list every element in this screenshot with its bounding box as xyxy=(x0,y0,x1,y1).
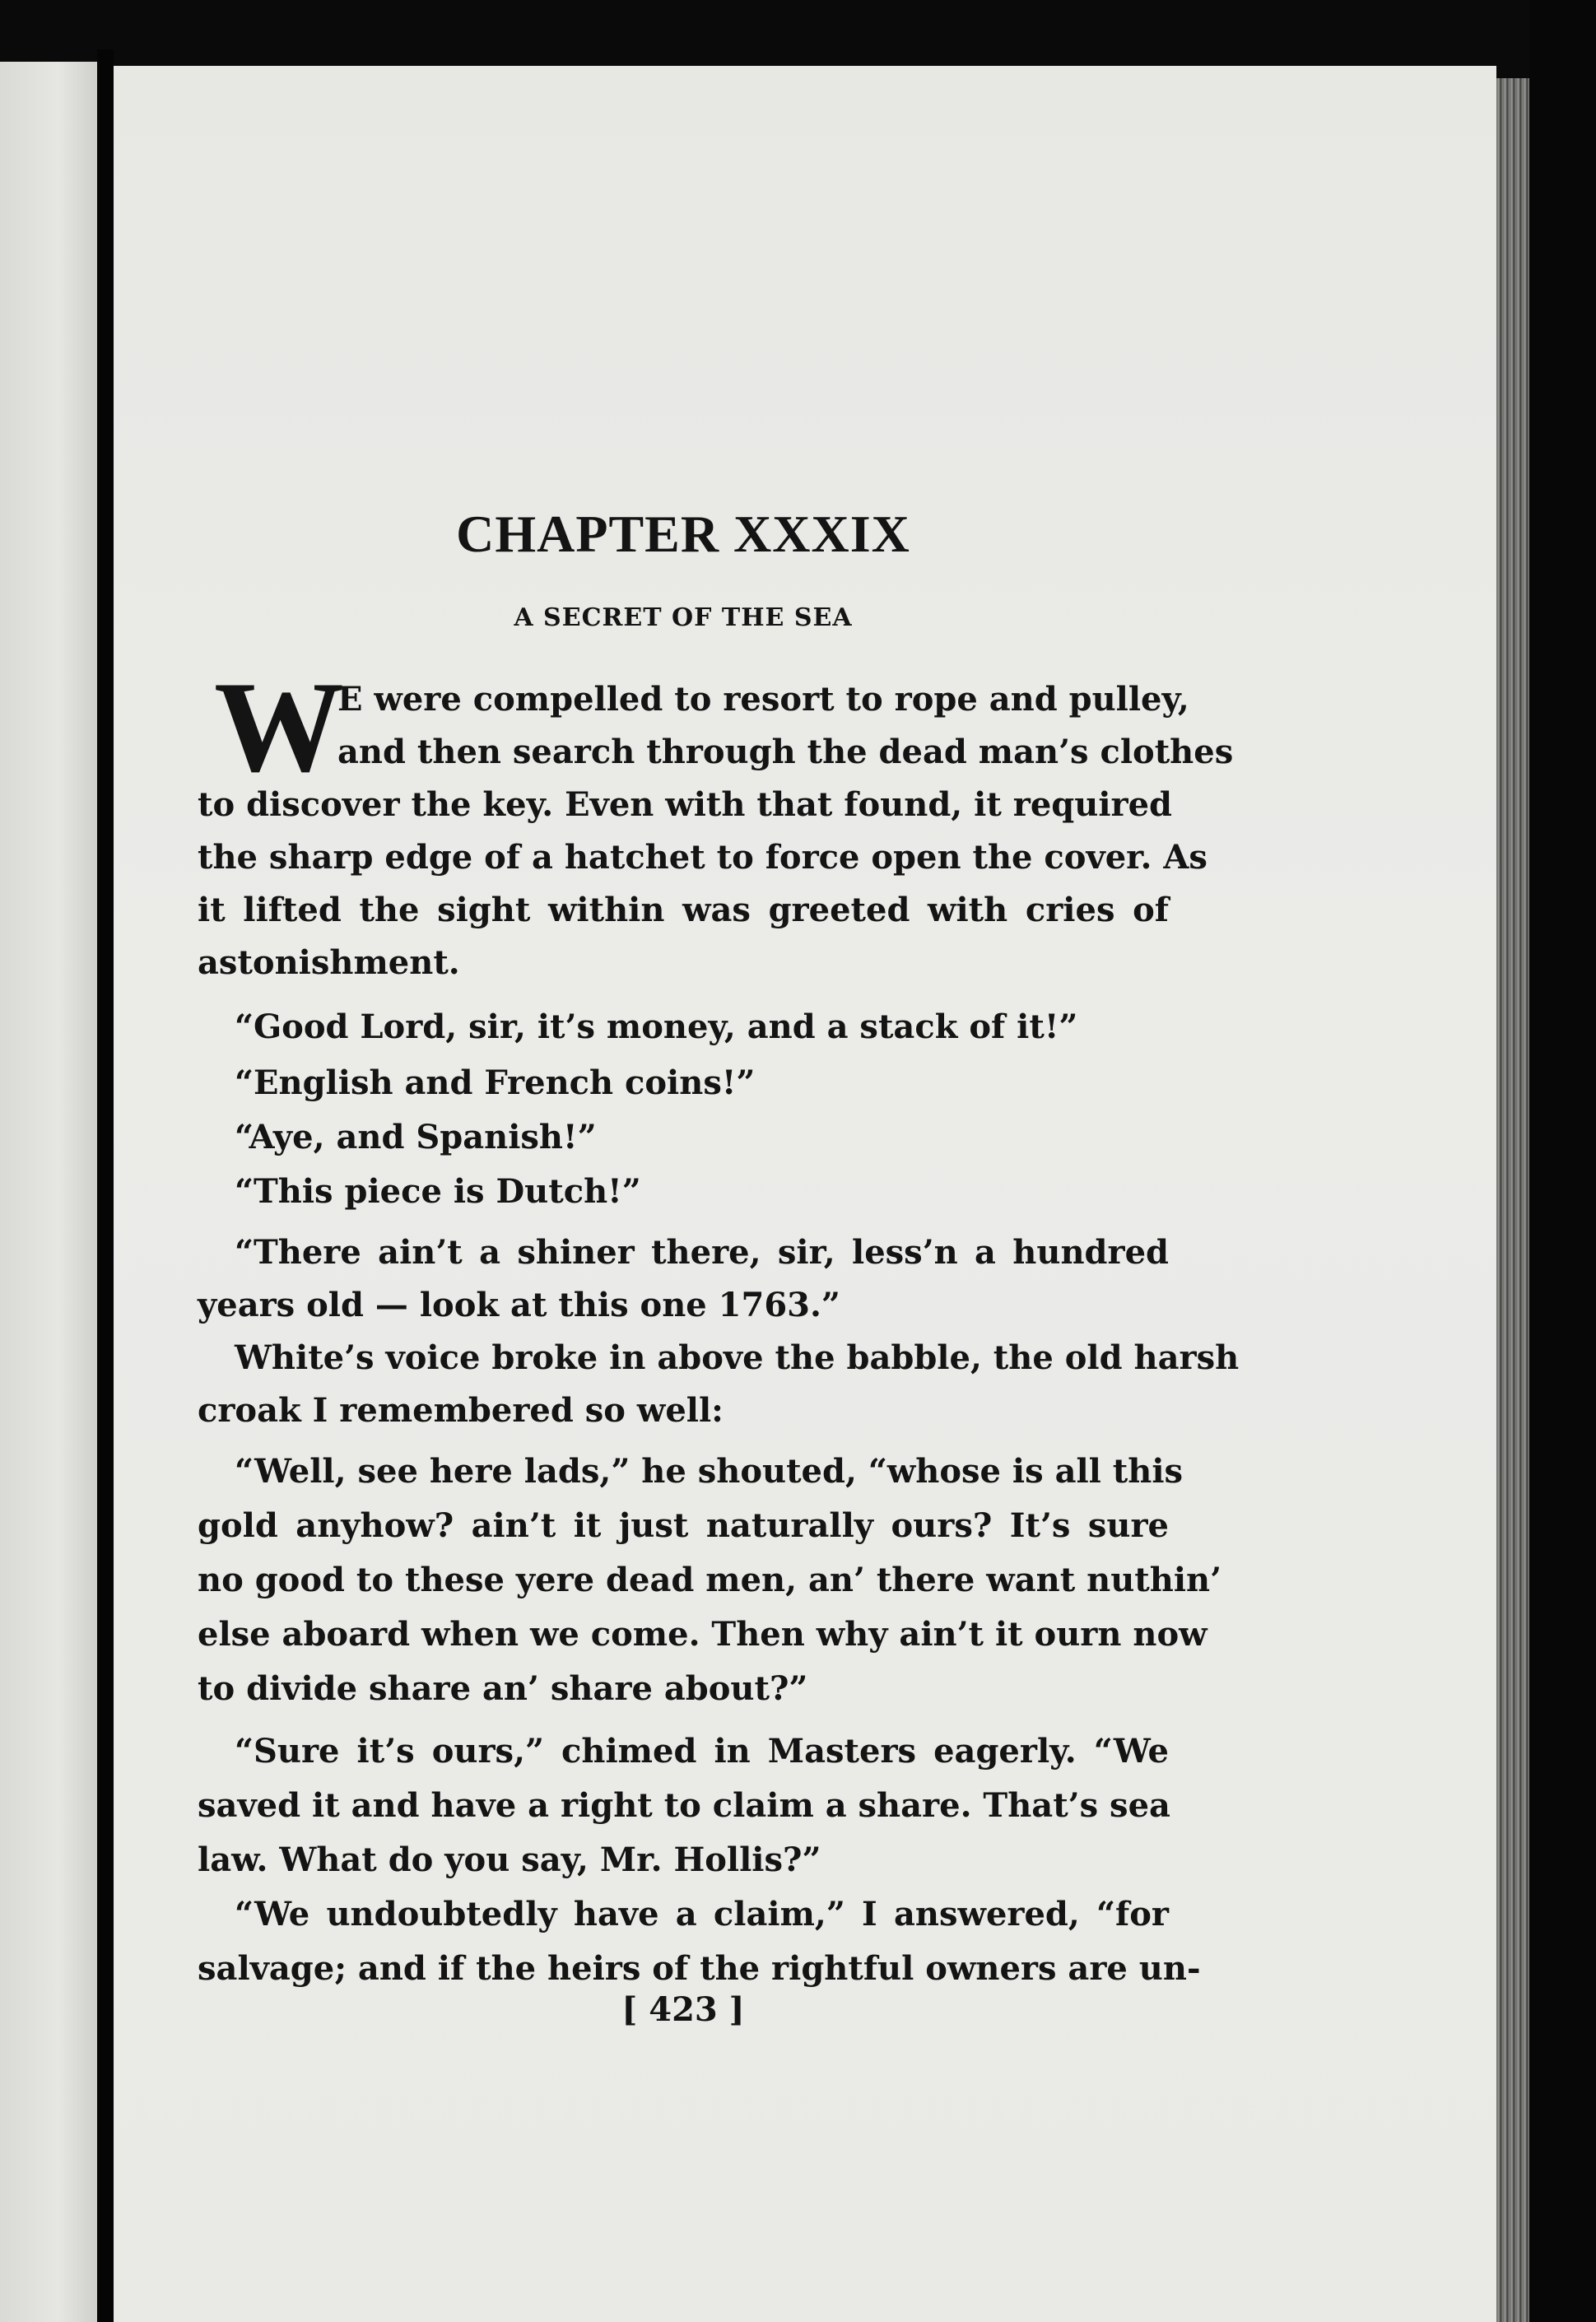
text-line: years old — look at this one 1763.” xyxy=(198,1286,840,1324)
text-line: “We undoubtedly have a claim,” I answered, “for xyxy=(235,1895,1169,1933)
text-line: the sharp edge of a hatchet to force open the cover. As xyxy=(198,838,1207,877)
page-stack-edge xyxy=(1496,78,1529,2322)
text-line: “Aye, and Spanish!” xyxy=(235,1118,597,1156)
text-line: no good to these yere dead men, an’ there want nuthin’ xyxy=(198,1561,1222,1599)
text-line: croak I remembered so well: xyxy=(198,1391,724,1430)
text-line: “Well, see here lads,” he shouted, “whose is all this xyxy=(235,1452,1184,1491)
text-line: “There ain’t a shiner there, sir, less’n a hundred xyxy=(235,1233,1169,1272)
text-line: “This piece is Dutch!” xyxy=(235,1172,641,1211)
text-line: gold anyhow? ain’t it just naturally ours? It’s sure xyxy=(198,1506,1169,1545)
text-line: White’s voice broke in above the babble, the old harsh xyxy=(235,1338,1240,1377)
text-line: to divide share an’ share about?” xyxy=(198,1669,808,1708)
text-line: “Good Lord, sir, it’s money, and a stack of it!” xyxy=(235,1007,1078,1046)
text-line: “Sure it’s ours,” chimed in Masters eagerly. “We xyxy=(235,1732,1169,1771)
page-number: [ 423 ] xyxy=(621,1990,745,2029)
text-line: saved it and have a right to claim a share. That’s sea xyxy=(198,1786,1170,1825)
scan-border xyxy=(1529,0,1596,2322)
drop-cap: W xyxy=(214,655,344,799)
text-line: E were compelled to resort to rope and pulley, xyxy=(337,680,1189,719)
text-line: salvage; and if the heirs of the rightful owners are un- xyxy=(198,1949,1201,1988)
text-line: and then search through the dead man’s clothes xyxy=(337,733,1234,771)
chapter-subtitle: A SECRET OF THE SEA xyxy=(514,603,853,632)
text-line: law. What do you say, Mr. Hollis?” xyxy=(198,1840,821,1879)
text-line: else aboard when we come. Then why ain’t it ourn now xyxy=(198,1615,1207,1654)
chapter-title: CHAPTER XXXIX xyxy=(456,505,910,563)
previous-page-edge xyxy=(0,62,97,2322)
book-gutter xyxy=(97,49,114,2322)
text-line: to discover the key. Even with that found, it required xyxy=(198,785,1173,824)
text-line: astonishment. xyxy=(198,943,460,982)
text-line: it lifted the sight within was greeted with cries of xyxy=(198,891,1169,929)
text-line: “English and French coins!” xyxy=(235,1063,756,1102)
